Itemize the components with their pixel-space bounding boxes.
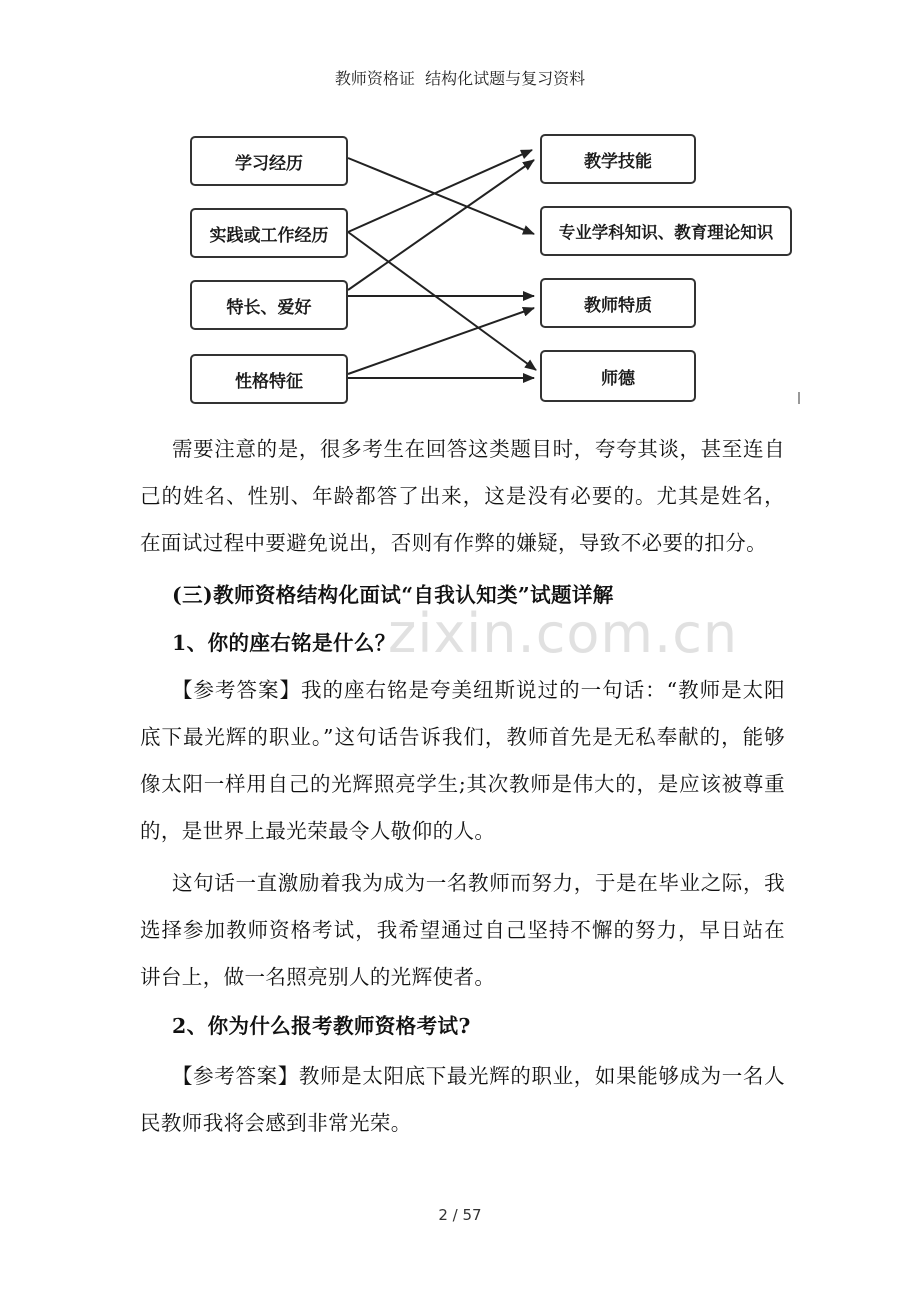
running-header: 教师资格证 结构化试题与复习资料 [334, 69, 586, 88]
arrow-study-to-knowledge [348, 158, 534, 234]
answer-2-paragraph-1: 【参考答案】教师是太阳底下最光辉的职业，如果能够成为一名人民教师我将会感到非常光荣。 [140, 1064, 785, 1135]
answer-1-paragraph-2: 这句话一直激励着我为成为一名教师而努力，于是在毕业之际，我选择参加教师资格考试，我希望通过自己坚持不懈的努力，早日站在讲台上，做一名照亮别人的光辉使者。 [140, 871, 785, 989]
box-teacher-traits: 教师特质 [540, 278, 696, 328]
arrow-personality-to-traits [348, 308, 534, 374]
question-1: 1、你的座右铭是什么？ [172, 631, 396, 655]
box-hobbies: 特长、爱好 [190, 280, 348, 330]
arrow-practice-to-ethics [348, 232, 536, 370]
box-study-experience: 学习经历 [190, 136, 348, 186]
box-ethics: 师德 [540, 350, 696, 402]
section-heading: (三)教师资格结构化面试“自我认知类”试题详解 [172, 583, 614, 607]
scan-edge-mark [798, 392, 800, 404]
paragraph-note: 需要注意的是，很多考生在回答这类题目时，夸夸其谈，甚至连自己的姓名、性别、年龄都答了出来，这是没有必要的。尤其是姓名，在面试过程中要避免说出，否则有作弊的嫌疑，导致不必要的扣分。 [140, 437, 785, 555]
flow-diagram [180, 128, 800, 408]
watermark: zixin.com.cn [388, 602, 739, 665]
box-practice-experience: 实践或工作经历 [190, 208, 348, 258]
arrow-practice-to-skills [348, 150, 532, 232]
box-personality: 性格特征 [190, 354, 348, 404]
question-2: 2、你为什么报考教师资格考试? [172, 1014, 471, 1038]
arrow-hobbies-to-skills [348, 160, 534, 290]
page-number: 2 / 57 [438, 1206, 482, 1224]
box-teaching-skills: 教学技能 [540, 134, 696, 184]
answer-1-paragraph-1: 【参考答案】我的座右铭是夸美纽斯说过的一句话：“教师是太阳底下最光辉的职业。”这句话告诉我们，教师首先是无私奉献的，能够像太阳一样用自己的光辉照亮学生;其次教师是伟大的，是应该被尊重的，是世界上最光荣最令人敬仰的人。 [140, 678, 785, 843]
box-subject-knowledge: 专业学科知识、教育理论知识 [540, 206, 792, 256]
